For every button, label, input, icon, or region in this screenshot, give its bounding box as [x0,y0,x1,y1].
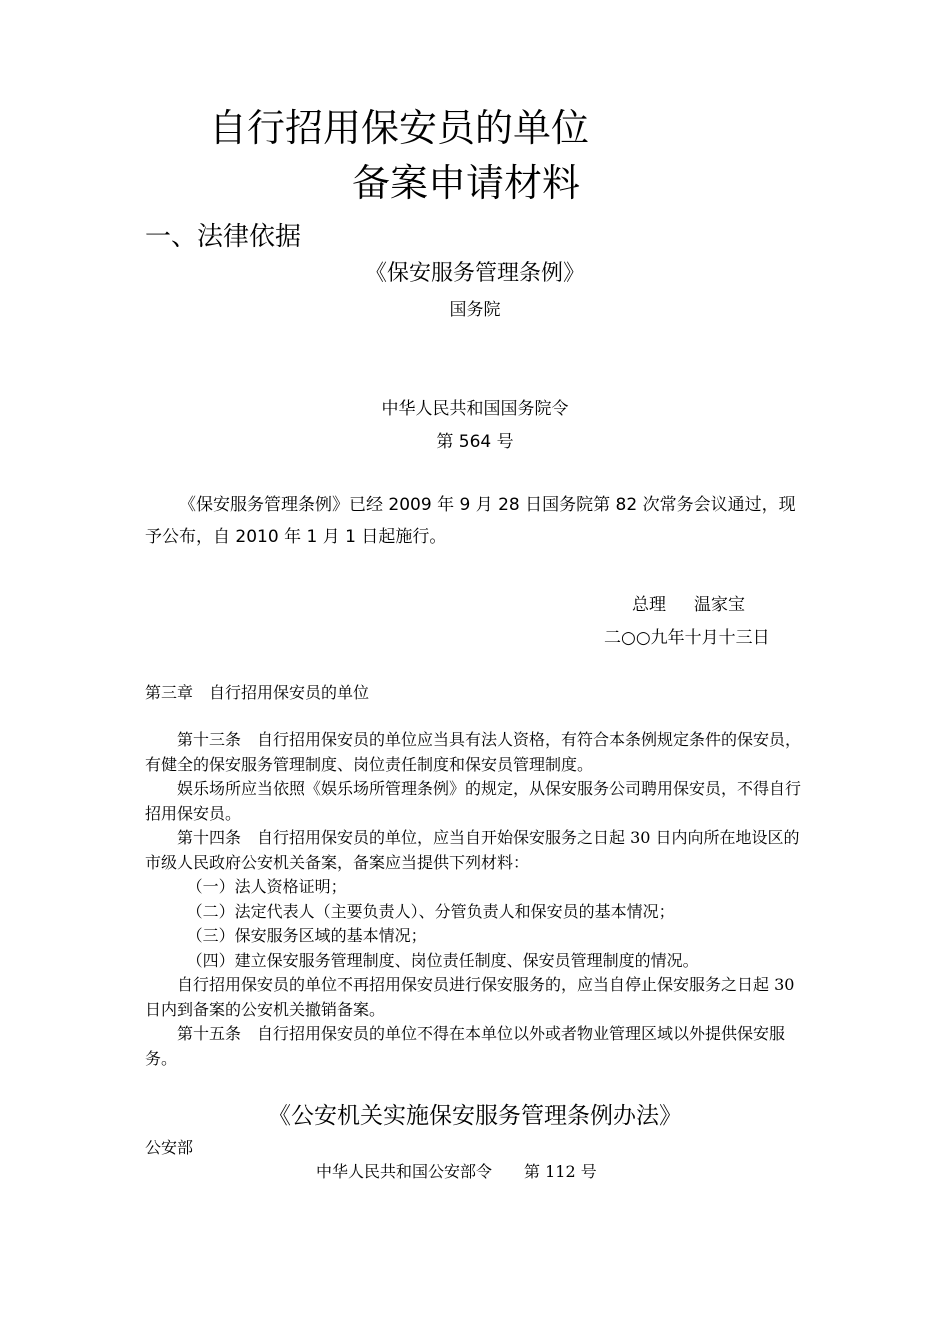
order-number-2: 第 112 号 [524,1162,597,1181]
article-13: 第十三条 自行招用保安员的单位应当具有法人资格，有符合本条例规定条件的保安员，有健全的保安服务管理制度、岗位责任制度和保安员管理制度。 [145,730,802,774]
list-item: （一）法人资格证明； [186,877,347,896]
order-title: 中华人民共和国国务院令 [381,399,569,419]
signature-name: 温家宝 [694,595,745,615]
articles-body [145,728,810,1071]
law-name: 《保安服务管理条例》 [364,261,585,286]
law-issuer: 国务院 [449,300,501,320]
article-14: 第十四条 自行招用保安员的单位，应当自开始保安服务之日起 30 日内向所在地设区的市级人民政府公安机关备案，备案应当提供下列材料： [145,828,800,872]
article-13-para2: 娱乐场所应当依照《娱乐场所管理条例》的规定，从保安服务公司聘用保安员，不得自行招用保安员。 [145,779,802,823]
decree-paragraph [145,489,810,553]
order-title-2: 中华人民共和国公安部令 [316,1162,493,1181]
order-line-2 [316,1159,597,1182]
order-number: 第 564 号 [436,432,514,452]
list-item: （三）保安服务区域的基本情况； [186,926,427,945]
law-name-2: 《公安机关实施保安服务管理条例办法》 [268,1103,682,1129]
signature-date: 二○○九年十月十三日 [604,628,770,648]
document-title-line1: 自行招用保安员的单位 [209,106,590,150]
list-item: （四）建立保安服务管理制度、岗位责任制度、保安员管理制度的情况。 [186,950,699,970]
article-14-para2: 自行招用保安员的单位不再招用保安员进行保安服务的，应当自停止保安服务之日起 30 日内到备案的公安机关撤销备案。 [145,975,795,1019]
list-item: （二）法定代表人（主要负责人）、分管负责人和保安员的基本情况； [186,901,675,921]
law-issuer-2: 公安部 [145,1138,194,1157]
document-title-line2: 备案申请材料 [352,161,581,205]
signature-title: 总理 [632,595,666,615]
signature [632,590,745,615]
decree-text: 《保安服务管理条例》已经 2009 年 9 月 28 日国务院第 82 次常务会议通过，现予公布，自 2010 年 1 月 1 日起施行。 [145,495,796,547]
section-heading: 一、法律依据 [145,222,302,252]
article-15: 第十五条 自行招用保安员的单位不得在本单位以外或者物业管理区域以外提供保安服务。 [145,1024,786,1068]
chapter-heading: 第三章 自行招用保安员的单位 [145,683,370,702]
